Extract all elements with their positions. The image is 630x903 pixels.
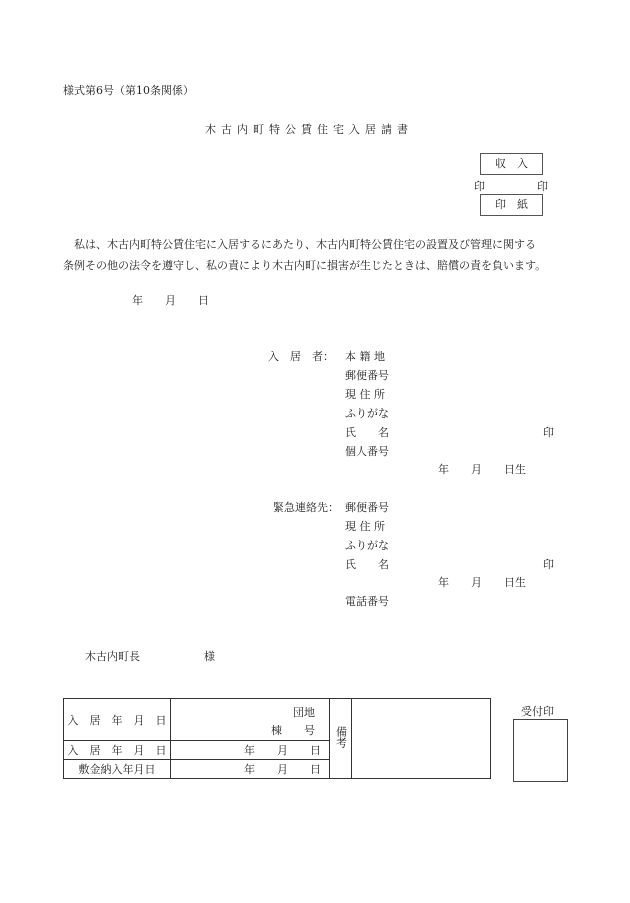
table-row2-date: 年 月 日 xyxy=(171,741,330,760)
stamp-bottom-box xyxy=(480,194,543,216)
resident-birth-line: 年 月 日生 xyxy=(438,463,526,476)
stamp-bottom-label: 印 紙 xyxy=(495,198,528,211)
resident-seal: 印 xyxy=(543,426,554,439)
emergency-field-address: 現 住 所 xyxy=(345,520,385,533)
emergency-birth-line: 年 月 日生 xyxy=(438,576,526,589)
resident-field-id-number: 個人番号 xyxy=(345,445,389,458)
emergency-field-furigana: ふりがな xyxy=(345,539,389,552)
stamp-top-label: 収 入 xyxy=(495,157,528,170)
table-row3-date: 年 月 日 xyxy=(171,760,330,779)
table-row2-label: 入 居 年 月 日 xyxy=(64,741,171,760)
resident-field-address: 現 住 所 xyxy=(345,388,385,401)
document-title: 木古内町特公賃住宅入居請書 xyxy=(205,123,413,136)
form-number: 様式第6号（第10条関係） xyxy=(63,84,194,97)
office-use-table xyxy=(63,698,491,779)
table-row3-label: 敷金納入年月日 xyxy=(64,760,171,779)
table-row1-label: 入 居 年 月 日 xyxy=(64,699,171,741)
resident-field-domicile: 本 籍 地 xyxy=(345,350,385,363)
table-row1-value xyxy=(171,699,330,741)
resident-field-name: 氏 名 xyxy=(345,426,389,439)
stamp-top-box xyxy=(480,153,543,175)
addressee-honorific: 様 xyxy=(204,650,215,663)
date-line: 年 月 日 xyxy=(132,294,209,307)
resident-field-postal: 郵便番号 xyxy=(345,369,389,382)
receipt-stamp-box xyxy=(513,719,568,782)
emergency-field-phone: 電話番号 xyxy=(345,595,389,608)
addressee-name: 木古内町長 xyxy=(85,650,140,663)
resident-field-furigana: ふりがな xyxy=(345,407,389,420)
stamp-right-mark: 印 xyxy=(537,180,548,193)
table-mune-go: 棟 号 xyxy=(271,724,315,737)
stamp-left-mark: 印 xyxy=(474,180,485,193)
resident-heading: 入 居 者： xyxy=(268,350,334,363)
emergency-seal: 印 xyxy=(543,558,554,571)
table-danchi: 団地 xyxy=(293,706,315,719)
emergency-heading: 緊急連絡先： xyxy=(273,501,339,514)
table-remarks-label: 備考 xyxy=(330,699,352,779)
table-remarks-value xyxy=(352,699,491,779)
body-text-line-2: 条例その他の法令を遵守し、私の責により木古内町に損害が生じたときは、賠償の責を負います。 xyxy=(63,259,547,272)
emergency-field-name: 氏 名 xyxy=(345,558,389,571)
body-text-line-1: 私は、木古内町特公賃住宅に入居するにあたり、木古内町特公賃住宅の設置及び管理に関する xyxy=(63,238,536,251)
emergency-field-postal: 郵便番号 xyxy=(345,501,389,514)
receipt-stamp-label: 受付印 xyxy=(521,705,554,718)
